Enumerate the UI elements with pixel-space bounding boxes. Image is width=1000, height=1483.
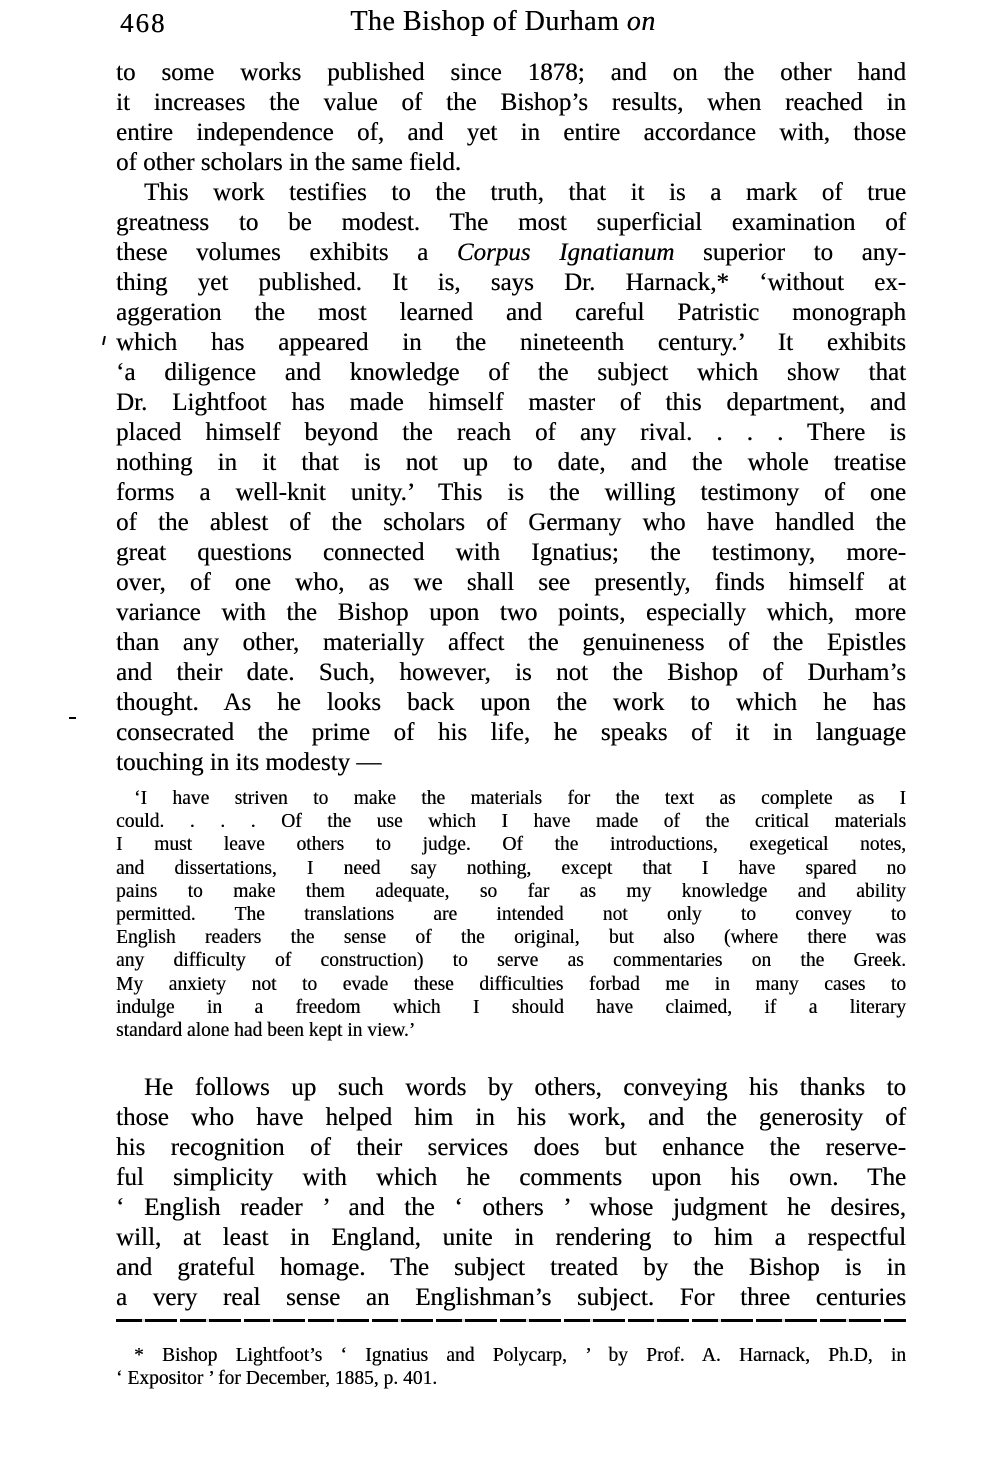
text-run: My anxiety not to evade these difficulties forbad me in many cases to (116, 973, 906, 995)
text-run: any difficulty of construction) to serve as commentaries on the Greek. (116, 950, 906, 972)
text-run: of other scholars in the same field. (116, 149, 462, 176)
text-line (116, 178, 906, 208)
text-run: and dissertations, I need say nothing, except that I have spared no (116, 857, 906, 879)
text-line (116, 787, 906, 810)
text-run: those who have helped him in his work, and the generosity of (116, 1104, 906, 1132)
text-run: nothing in it that is not up to date, and the whole treatise (116, 449, 906, 476)
text-run: He follows up such words by others, conveying his thanks to (144, 1074, 906, 1102)
text-line (116, 58, 906, 88)
text-line (116, 810, 906, 833)
page-number: 468 (120, 8, 167, 38)
text-run: ‘ Expositor ’ for December, 1885, p. 401. (116, 1368, 438, 1390)
text-line (116, 833, 906, 856)
paragraph-he-follows (116, 1073, 906, 1313)
text-line (116, 208, 906, 238)
text-line (116, 1367, 906, 1390)
text-run: superior to any- (674, 239, 907, 266)
text-line (116, 926, 906, 949)
text-line (116, 1103, 906, 1133)
text-line (116, 973, 906, 996)
text-run: will, at least in England, unite in rendering to him a respectful (116, 1224, 906, 1252)
text-line (116, 949, 906, 972)
text-run: consecrated the prime of his life, he speaks of it in language (116, 719, 906, 746)
text-run: could. . . . Of the use which I have made of the critical materials (116, 811, 906, 833)
text-run: Dr. Lightfoot has made himself master of this department, and (116, 389, 906, 416)
text-run: than any other, materially affect the genuineness of the Epistles (116, 629, 906, 656)
text-run: and their date. Such, however, is not the Bishop of Durham’s (116, 659, 906, 686)
text-line (116, 1193, 906, 1223)
text-run: over, of one who, as we shall see presently, finds himself at (116, 569, 906, 596)
running-title-text: The Bishop of Durham (350, 6, 627, 37)
text-run: pains to make them adequate, so far as my knowledge and ability (116, 880, 906, 902)
text-line (116, 148, 906, 178)
text-run: I must leave others to judge. Of the introductions, exegetical notes, (116, 834, 906, 856)
text-line (116, 688, 906, 718)
text-run: greatness to be modest. The most superficial examination of (116, 209, 906, 236)
text-line (116, 358, 906, 388)
page-content (116, 58, 906, 1390)
text-run: and grateful homage. The subject treated by the Bishop is in (116, 1254, 906, 1282)
text-run: touching in its modesty — (116, 749, 382, 776)
text-run: which has appeared in the nineteenth century.’ It exhibits (116, 329, 906, 356)
text-run: thought. As he looks back upon the work to which he has (116, 689, 906, 716)
scan-artifact (69, 717, 76, 719)
text-line (116, 418, 906, 448)
text-line (116, 996, 906, 1019)
text-line (116, 448, 906, 478)
running-title-italic: on (626, 6, 656, 37)
text-run: ‘ English reader ’ and the ‘ others ’ whose judgment he desires, (116, 1194, 906, 1222)
text-run: ful simplicity with which he comments upon his own. The (116, 1164, 906, 1192)
text-line (116, 628, 906, 658)
text-run: of the ablest of the scholars of Germany who have handled the (116, 509, 906, 536)
text-run: English readers the sense of the original, but also (where there was (116, 927, 906, 949)
page-header (118, 6, 908, 42)
text-line (116, 1253, 906, 1283)
text-line (116, 118, 906, 148)
text-line (116, 903, 906, 926)
text-line (116, 1344, 906, 1367)
text-run: aggeration the most learned and careful Patristic monograph (116, 299, 906, 326)
footnote-divider (116, 1319, 906, 1322)
text-line (116, 388, 906, 418)
text-run: This work testifies to the truth, that it is a mark of true (144, 179, 906, 206)
text-line (116, 880, 906, 903)
text-run: indulge in a freedom which I should have claimed, if a literary (116, 996, 906, 1018)
text-line (116, 1163, 906, 1193)
text-line (116, 1073, 906, 1103)
text-run: to some works published since 1878; and on the other hand (116, 59, 906, 86)
text-line (116, 538, 906, 568)
text-line (116, 268, 906, 298)
text-line (116, 748, 906, 778)
text-run: entire independence of, and yet in entire accordance with, those (116, 119, 906, 146)
text-line (116, 1133, 906, 1163)
blockquote-lightfoot (116, 787, 906, 1042)
text-run: placed himself beyond the reach of any rival. . . . There is (116, 419, 906, 446)
text-run: permitted. The translations are intended not only to convey to (116, 904, 906, 926)
text-line (116, 598, 906, 628)
paragraph-this-work (116, 178, 906, 778)
text-run: * Bishop Lightfoot’s ‘ Ignatius and Polycarp, ’ by Prof. A. Harnack, Ph.D, in (134, 1345, 906, 1367)
text-line (116, 658, 906, 688)
text-run: it increases the value of the Bishop’s results, when reached in (116, 89, 906, 116)
text-line (116, 508, 906, 538)
text-line (116, 1019, 906, 1042)
text-line (116, 298, 906, 328)
paragraph-continuation (116, 58, 906, 178)
italic-run: Corpus Ignatianum (456, 239, 675, 266)
text-line (116, 1223, 906, 1253)
text-run: these volumes exhibits a (116, 239, 457, 266)
text-line (116, 568, 906, 598)
text-line (116, 238, 906, 268)
text-run: a very real sense an Englishman’s subject. For three centuries (116, 1284, 906, 1312)
text-line (116, 718, 906, 748)
text-run: great questions connected with Ignatius; the testimony, more- (116, 539, 906, 566)
text-run: ‘I have striven to make the materials for the text as complete as I (134, 788, 906, 809)
footnote (116, 1344, 906, 1390)
text-line (116, 478, 906, 508)
text-line (116, 328, 906, 358)
text-line (116, 857, 906, 880)
text-run: standard alone had been kept in view.’ (116, 1020, 416, 1042)
scan-artifact (102, 336, 106, 345)
text-line (116, 88, 906, 118)
text-run: thing yet published. It is, says Dr. Harnack,* ‘without ex- (116, 269, 906, 296)
running-title (118, 6, 888, 38)
text-line (116, 1283, 906, 1313)
text-run: ‘a diligence and knowledge of the subject which show that (116, 359, 906, 386)
text-run: variance with the Bishop upon two points, especially which, more (116, 599, 906, 626)
text-run: his recognition of their services does but enhance the reserve- (116, 1134, 906, 1162)
text-run: forms a well-knit unity.’ This is the willing testimony of one (116, 479, 906, 506)
